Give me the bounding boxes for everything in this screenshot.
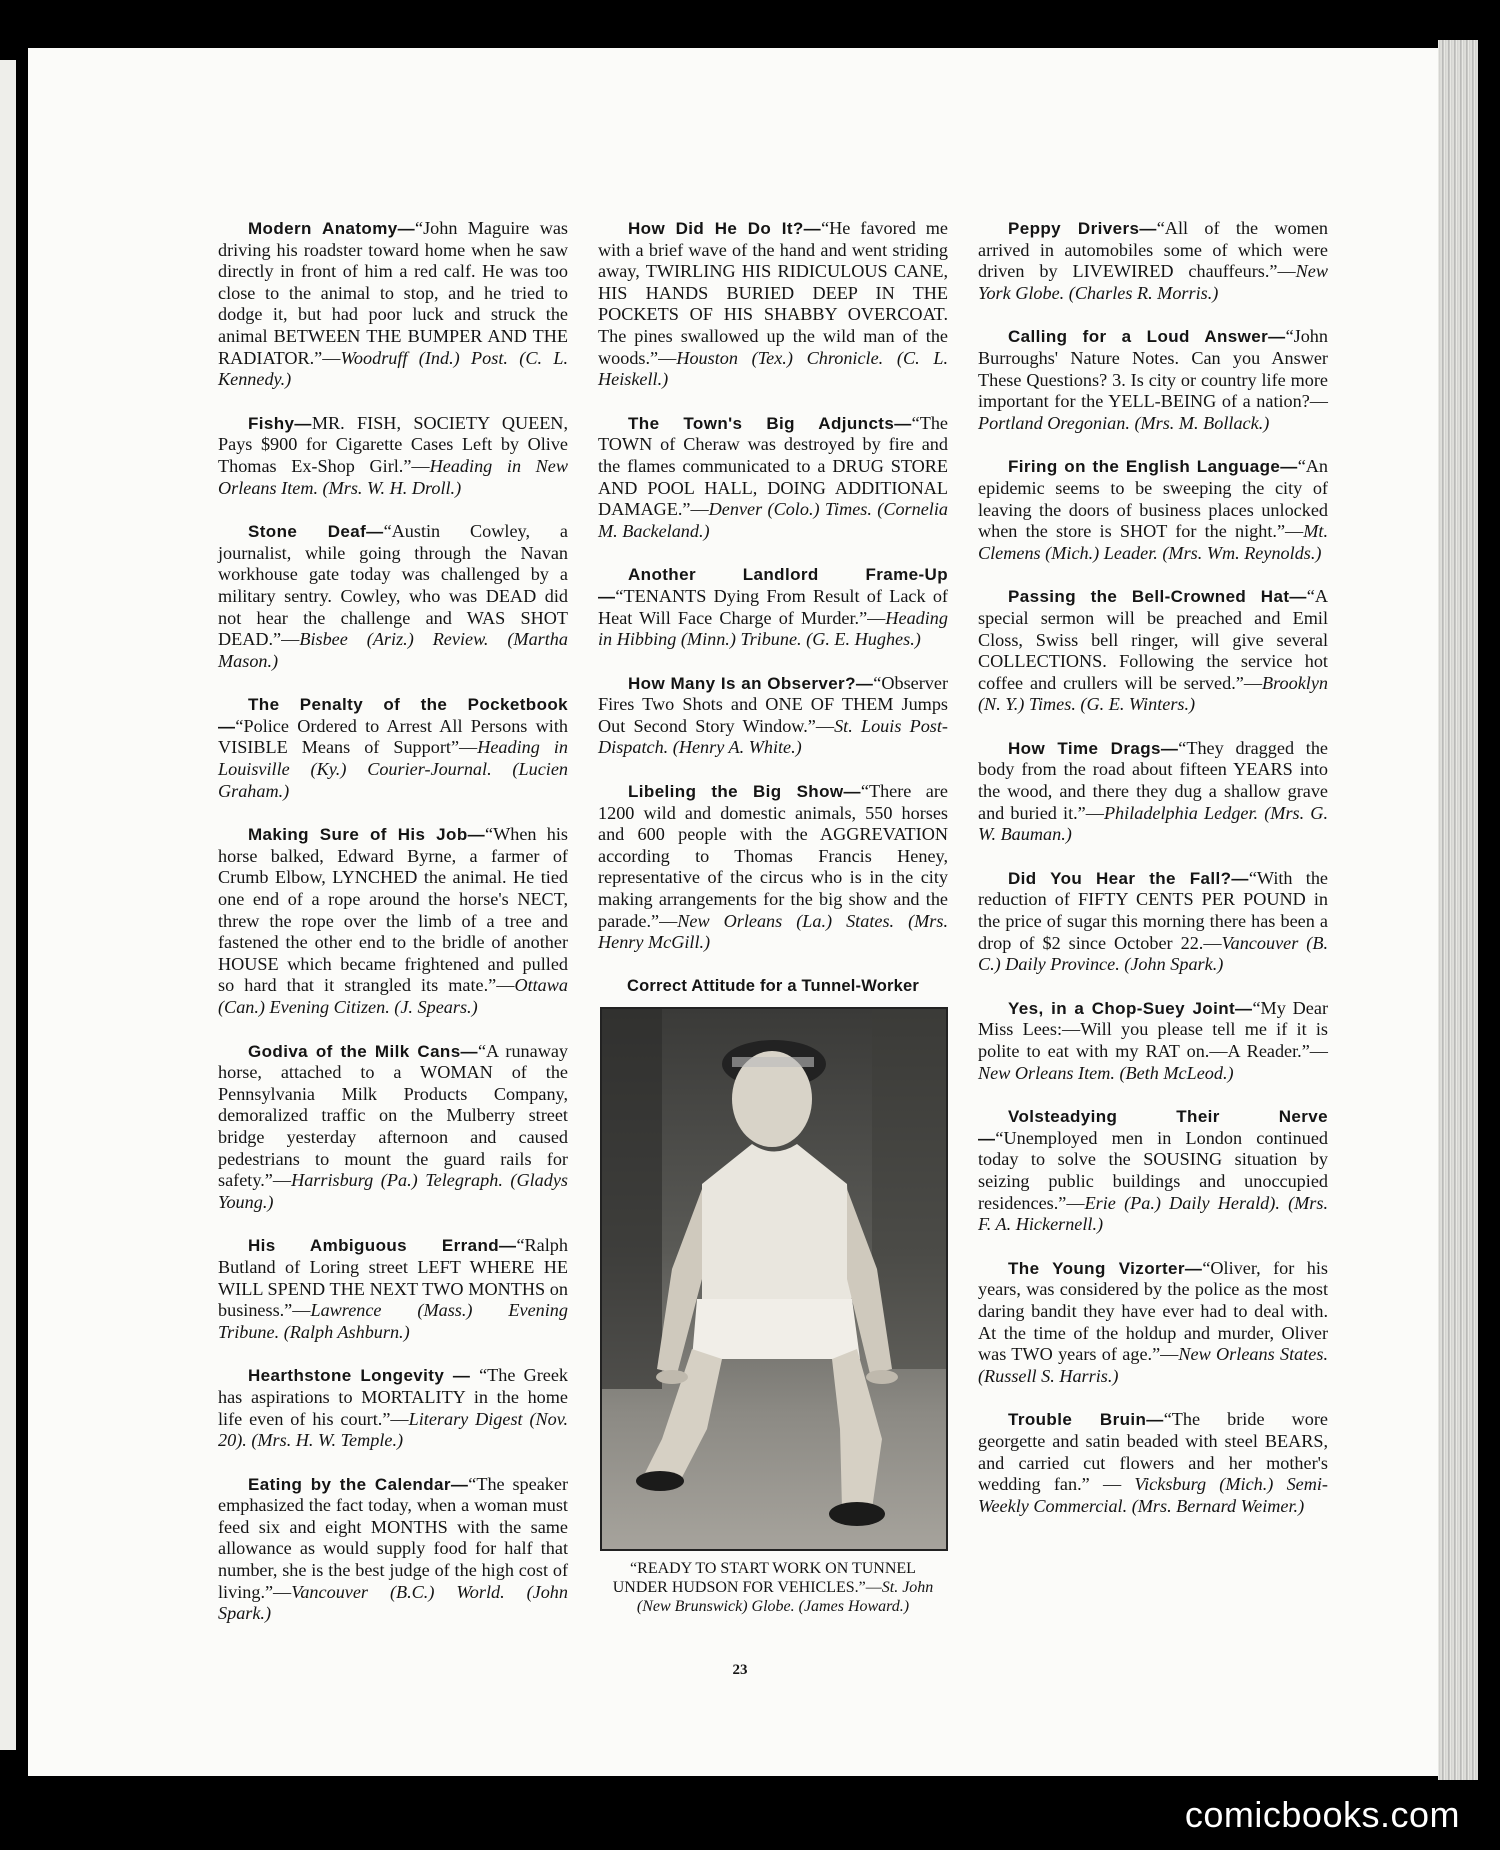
item-heading: Hearthstone Longevity —	[248, 1366, 480, 1386]
item-body: “A runaway horse, attached to a WOMAN of the Pennsylvania Milk Products Company, demoralized traffic on the Mulberry street bridge yesterday afternoon and caused pedestrians to mount the guard rails for safety.”—	[218, 1040, 569, 1191]
book-page-edges	[1438, 40, 1478, 1780]
item-body: “Police Ordered to Arrest All Persons with VISIBLE Means of Support”—	[218, 715, 568, 758]
item-heading: Godiva of the Milk Cans—	[248, 1041, 478, 1061]
item-body: “Oliver, for his years, was considered by the police as the most daring bandit they have ever had to deal with. At the time of the holdup and murder, Oliver was TWO years of age.”—	[978, 1257, 1328, 1365]
item-heading: Passing the Bell-Crowned Hat—	[1008, 587, 1307, 607]
item-source: Portland Oregonian. (Mrs. M. Bollack.)	[978, 412, 1270, 433]
item-heading: Stone Deaf—	[248, 522, 384, 542]
item-heading: The Young Vizorter—	[1008, 1258, 1203, 1278]
item-body: “John Maguire was driving his roadster toward home when he saw directly in front of him a red calf. He was too close to the animal to stop, and he tried to dodge it, but had poor luck and struck the animal BETWEEN THE BUMPER AND THE RADIATOR.”—	[218, 218, 568, 368]
item-source: Vicksburg (Mich.) Semi-Weekly Commercial. (Mrs. Bernard Weimer.)	[978, 1474, 1328, 1516]
item-source: Vancouver (B. C.) Daily Province. (John Spark.)	[978, 932, 1329, 975]
item-body: “TENANTS Dying From Result of Lack of Heat Will Face Charge of Murder.”—	[598, 585, 948, 628]
item-heading: Making Sure of His Job—	[248, 825, 486, 845]
item-body: “There are 1200 wild and domestic animals, 550 horses and 600 people with the AGGREVATION according to Thomas Francis Heney, representative of the circus who is in the city making arrangements for the big show and the parade.”—	[598, 781, 948, 931]
photo-caption	[598, 1559, 948, 1616]
item-body: “An epidemic seems to be sweeping the city of leaving the doors of business places unlocked when the store is SHOT for the night.”—	[978, 456, 1328, 542]
item-source: Philadelphia Ledger. (Mrs. G. W. Bauman.)	[978, 802, 1328, 845]
item-source: St. Louis Post-Dispatch. (Henry A. White.)	[598, 715, 948, 758]
item-source: Lawrence (Mass.) Evening Tribune. (Ralph Ashburn.)	[218, 1300, 568, 1342]
joke-item	[978, 456, 1328, 564]
item-source: New Orleans Item. (Beth McLeod.)	[978, 1062, 1234, 1083]
photo-caption-text: “READY TO START WORK ON TUNNEL UNDER HUDSON FOR VEHICLES.”—	[612, 1560, 916, 1597]
item-body: “Ralph Butland of Loring street LEFT WHERE HE WILL SPEND THE NEXT TWO MONTHS on business.”—	[218, 1235, 568, 1321]
item-heading: Did You Hear the Fall?—	[1008, 868, 1249, 888]
item-source: Houston (Tex.) Chronicle. (C. L. Heiskell.)	[598, 347, 948, 390]
right-column	[978, 218, 1328, 1539]
item-body: MR. FISH, SOCIETY QUEEN, Pays $900 for Cigarette Cases Left by Olive Thomas Ex-Shop Girl.”—	[218, 412, 568, 476]
item-heading: The Penalty of the Pocketbook—	[218, 695, 568, 736]
item-body: “Observer Fires Two Shots and ONE OF THEM Jumps Out Second Story Window.”—	[598, 672, 948, 736]
item-heading: Eating by the Calendar—	[248, 1474, 469, 1494]
item-heading: Modern Anatomy—	[248, 219, 415, 238]
joke-item	[598, 413, 948, 543]
joke-item	[978, 868, 1328, 976]
item-source: Mt. Clemens (Mich.) Leader. (Mrs. Wm. Reynolds.)	[978, 521, 1328, 563]
item-body: “The speaker emphasized the fact today, when a woman must feed six and eight MONTHS with the same allowance as would supply food for half that number, she is the best judge of the high cost of living.”—	[218, 1473, 569, 1602]
tunnel-worker-photo	[600, 1007, 948, 1551]
magazine-page	[28, 48, 1438, 1776]
middle-column	[598, 218, 948, 1616]
item-source: Brooklyn (N. Y.) Times. (G. E. Winters.)	[978, 672, 1328, 715]
item-source: New Orleans (La.) States. (Mrs. Henry McGill.)	[598, 910, 948, 953]
joke-item	[978, 1409, 1328, 1517]
joke-item	[978, 1106, 1328, 1236]
item-heading: Peppy Drivers—	[1008, 219, 1157, 238]
item-body: “When his horse balked, Edward Byrne, a farmer of Crumb Elbow, LYNCHED the animal. He tied one end of a rope around the horse's NECT, threw the rope over the limb of a tree and fastened the other end to the bridle of another HOUSE which became frightened and pulled so hard that it strangled its mate.”—	[218, 824, 568, 996]
item-heading: How Many Is an Observer?—	[628, 673, 874, 693]
joke-item	[598, 673, 948, 759]
item-heading: The Town's Big Adjuncts—	[628, 413, 912, 433]
item-source: Heading in Louisville (Ky.) Courier-Journal. (Lucien Graham.)	[218, 737, 568, 801]
page-number: 23	[732, 1662, 748, 1678]
item-source: New York Globe. (Charles R. Morris.)	[978, 261, 1328, 303]
joke-item	[218, 1235, 568, 1343]
joke-item	[598, 218, 948, 391]
joke-item	[218, 1041, 568, 1214]
joke-item	[978, 738, 1328, 846]
joke-item	[598, 564, 948, 650]
joke-item	[218, 521, 568, 672]
item-heading: Trouble Bruin—	[1008, 1410, 1164, 1430]
joke-item	[218, 1474, 568, 1625]
item-heading: Calling for a Loud Answer—	[1008, 327, 1286, 347]
item-body: “A special sermon will be preached and Emil Closs, Swiss bell ringer, will give several COLLECTIONS. Following the service hot coffee and crullers will be served.”—	[978, 586, 1328, 693]
item-source: Bisbee (Ariz.) Review. (Martha Mason.)	[218, 629, 568, 671]
item-body: “He favored me with a brief wave of the hand and went striding away, TWIRLING HIS RIDICULOUS CANE, HIS HANDS BURIED DEEP IN THE POCKETS OF HIS SHABBY OVERCOAT. The pines swallowed up the wild man of the woods.”—	[598, 218, 948, 368]
item-body: “Unemployed men in London continued today to solve the SOUSING situation by seizing public buildings and unoccupied residences.”—	[978, 1127, 1328, 1213]
joke-item	[218, 824, 568, 1018]
item-body: “They dragged the body from the road about fifteen YEARS into the wood, and there they dug a shallow grave and buried it.”—	[978, 737, 1328, 823]
joke-item	[978, 218, 1328, 304]
item-source: Heading in New Orleans Item. (Mrs. W. H. Droll.)	[218, 455, 568, 498]
joke-item	[978, 998, 1328, 1084]
item-heading: Another Landlord Frame-Up—	[598, 565, 948, 606]
item-body: “My Dear Miss Lees:—Will you please tell me if it is polite to eat with my RAT on.—A Reader.”—	[978, 997, 1328, 1061]
joke-item	[218, 218, 568, 391]
item-heading: Volsteadying Their Nerve—	[978, 1107, 1328, 1148]
photo-section	[598, 976, 948, 1617]
left-column	[218, 218, 568, 1647]
item-source: Literary Digest (Nov. 20). (Mrs. H. W. Temple.)	[218, 1408, 568, 1451]
item-body: “Austin Cowley, a journalist, while going through the Navan workhouse gate today was challenged by a military sentry. Cowley, who was DEAD did not hear the challenge and WAS SHOT DEAD.”—	[218, 521, 568, 650]
photo-illustration	[602, 1009, 946, 1549]
photo-heading: Correct Attitude for a Tunnel-Worker	[627, 976, 919, 995]
item-heading: How Time Drags—	[1008, 738, 1179, 758]
item-heading: Fishy—	[248, 413, 312, 433]
joke-item	[978, 1258, 1328, 1388]
item-body: “John Burroughs' Nature Notes. Can you Answer These Questions? 3. Is city or country life more important for the YELL-BEING of a nation?—	[978, 326, 1328, 412]
item-body: “The TOWN of Cheraw was destroyed by fire and the flames communicated to a DRUG STORE AND POOL HALL, DOING ADDITIONAL DAMAGE.”—	[598, 412, 948, 520]
item-heading: His Ambiguous Errand—	[248, 1236, 517, 1256]
item-source: Erie (Pa.) Daily Herald). (Mrs. F. A. Hickernell.)	[978, 1192, 1328, 1235]
item-heading: Yes, in a Chop-Suey Joint—	[1008, 998, 1253, 1018]
photo-caption-source: St. John (New Brunswick) Globe. (James Howard.)	[636, 1579, 934, 1616]
joke-item	[598, 781, 948, 954]
middle-column-items	[598, 218, 948, 954]
item-source: Heading in Hibbing (Minn.) Tribune. (G. E. Hughes.)	[598, 607, 948, 650]
item-source: Ottawa (Can.) Evening Citizen. (J. Spears.)	[218, 975, 568, 1017]
item-body: “The Greek has aspirations to MORTALITY in the home life even of his court.”—	[218, 1365, 568, 1429]
joke-item	[978, 586, 1328, 716]
item-source: New Orleans States. (Russell S. Harris.)	[978, 1344, 1328, 1386]
item-source: Harrisburg (Pa.) Telegraph. (Gladys Young.)	[218, 1170, 568, 1212]
joke-item	[218, 1365, 568, 1451]
item-body: “With the reduction of FIFTY CENTS PER POUND in the price of sugar this morning there has been a drop of $2 since October 22.—	[978, 867, 1328, 953]
adjacent-page-edge	[0, 60, 16, 1750]
joke-item	[218, 413, 568, 499]
item-body: “The bride wore georgette and satin beaded with steel BEARS, and carried cut flowers and her mother's wedding fan.” —	[978, 1409, 1329, 1495]
watermark: comicbooks.com	[1184, 1794, 1460, 1835]
item-source: Woodruff (Ind.) Post. (C. L. Kennedy.)	[218, 347, 568, 390]
item-source: Vancouver (B.C.) World. (John Spark.)	[218, 1581, 568, 1624]
item-heading: Firing on the English Language—	[1008, 457, 1298, 477]
joke-item	[218, 694, 568, 802]
item-body: “All of the women arrived in automobiles some of which were driven by LIVEWIRED chauffeurs.”—	[978, 218, 1328, 282]
item-heading: Libeling the Big Show—	[628, 782, 861, 802]
item-source: Denver (Colo.) Times. (Cornelia M. Backeland.)	[598, 499, 948, 541]
item-heading: How Did He Do It?—	[628, 219, 822, 238]
joke-item	[978, 326, 1328, 434]
